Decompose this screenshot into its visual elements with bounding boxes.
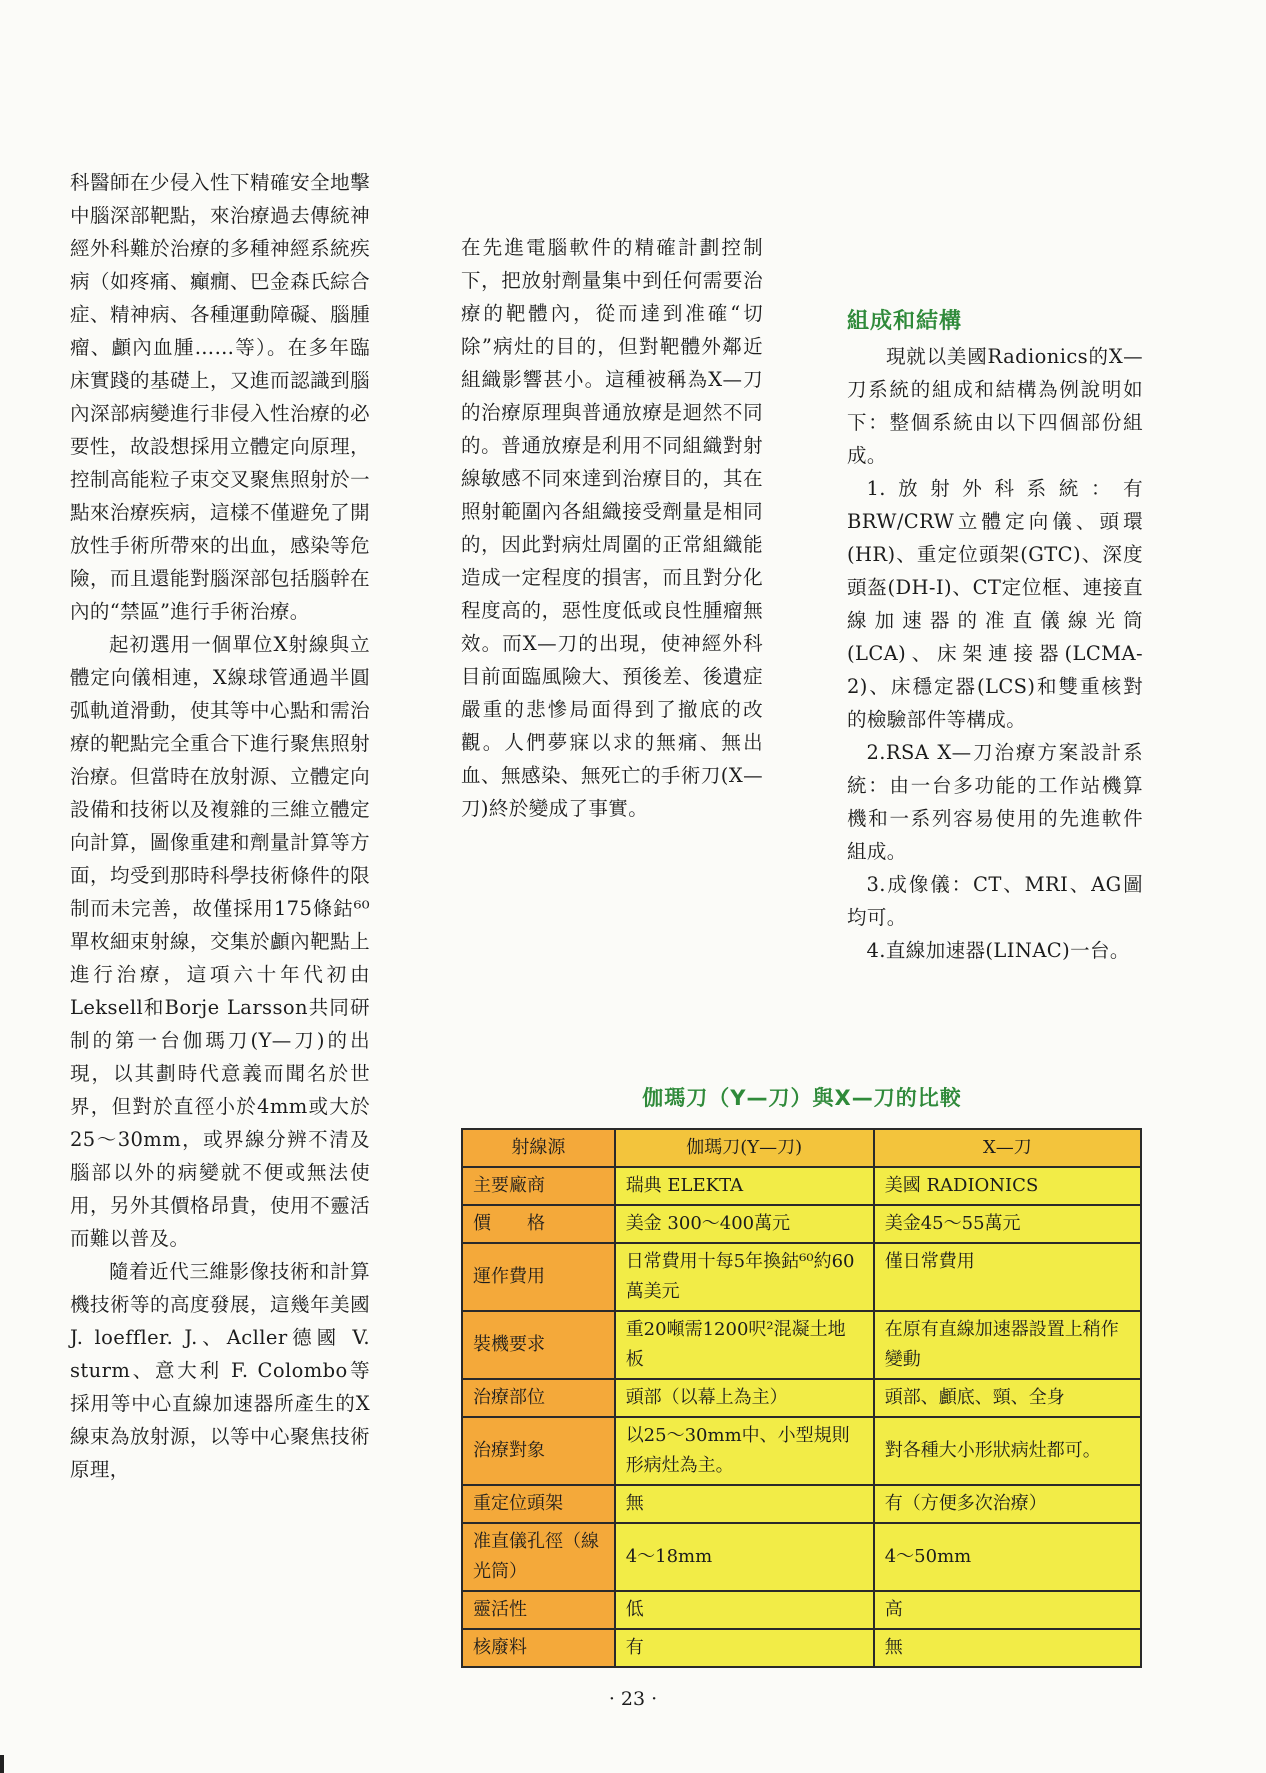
- list-item: 2.RSA X—刀治療方案設計系統：由一台多功能的工作站機算機和一系列容易使用的先進軟件組成。: [847, 741, 1143, 863]
- table-row: [462, 1167, 1141, 1205]
- text-column-3: [847, 302, 1143, 967]
- table-row: [462, 1417, 1141, 1485]
- x-value: 無: [874, 1629, 1141, 1667]
- table-title: 伽瑪刀（Υ—刀）與X—刀的比較: [642, 1086, 962, 1110]
- table-row: [462, 1523, 1141, 1591]
- table-row: [462, 1629, 1141, 1667]
- table-row: [462, 1205, 1141, 1243]
- x-value: 高: [874, 1591, 1141, 1629]
- comparison-table: [461, 1128, 1142, 1668]
- x-value: 美國 RADIONICS: [874, 1167, 1141, 1205]
- x-value: 頭部、顱底、頸、全身: [874, 1379, 1141, 1417]
- row-label: 核廢料: [462, 1629, 615, 1667]
- row-label: 價 格: [462, 1205, 615, 1243]
- paragraph: 起初選用一個單位X射線與立體定向儀相連，X線球管通過半圓弧軌道滑動，使其等中心點和需治療的靶點完全重合下進行聚焦照射治療。但當時在放射源、立體定向設備和技術以及複雜的三維立體定向計算，圖像重建和劑量計算等方面，均受到那時科學技術條件的限制而未完善，故僅採用175條鈷⁶⁰單枚細束射線，交集於顱內靶點上進行治療，這項六十年代初由Leksell和Borje Larsson共同研制的第一台伽瑪刀(Υ—刀)的出現，以其劃時代意義而聞名於世界，但對於直徑小於4mm或大於25～30mm，或界線分辨不清及腦部以外的病變就不便或無法使用，另外其價格昂貴，使用不靈活而難以普及。: [70, 633, 370, 1250]
- gamma-value: 美金 300～400萬元: [615, 1205, 874, 1243]
- header-cell: X—刀: [874, 1129, 1141, 1167]
- row-label: 治療對象: [462, 1417, 615, 1485]
- gamma-value: 4～18mm: [615, 1523, 874, 1591]
- row-label: 裝機要求: [462, 1311, 615, 1379]
- paragraph: 隨着近代三維影像技術和計算機技術等的高度發展，這幾年美國 J. loeffler. J.、Acller德國 V. sturm、意大利 F. Colombo等採用等中心直線加速器所產生的X線束為放射源，以等中心聚焦技術原理，: [70, 1260, 370, 1481]
- row-label: 重定位頭架: [462, 1485, 615, 1523]
- scan-edge-mark: [0, 1755, 4, 1773]
- row-label: 運作費用: [462, 1243, 615, 1311]
- list-item: 3.成像儀：CT、MRI、AG圖均可。: [847, 873, 1143, 929]
- gamma-value: 無: [615, 1485, 874, 1523]
- gamma-value: 低: [615, 1591, 874, 1629]
- row-label: 治療部位: [462, 1379, 615, 1417]
- x-value: 美金45～55萬元: [874, 1205, 1141, 1243]
- header-cell: 射線源: [462, 1129, 615, 1167]
- x-value: 僅日常費用: [874, 1243, 1141, 1311]
- list-item: 1.放射外科系統：有BRW/CRW立體定向儀、頭環(HR)、重定位頭架(GTC)、深度頭盔(DH-I)、CT定位框、連接直線加速器的准直儀線光筒(LCA)、床架連接器(LCMA-2)、床穩定器(LCS)和雙重核對的檢驗部件等構成。: [847, 477, 1143, 731]
- row-label: 靈活性: [462, 1591, 615, 1629]
- table-row: [462, 1591, 1141, 1629]
- row-label: 主要廠商: [462, 1167, 615, 1205]
- gamma-value: 重20噸需1200呎²混凝土地板: [615, 1311, 874, 1379]
- table-row: [462, 1485, 1141, 1523]
- paragraph: 在先進電腦軟件的精確計劃控制下，把放射劑量集中到任何需要治療的靶體內，從而達到准確“切除”病灶的目的，但對靶體外鄰近組織影響甚小。這種被稱為X—刀的治療原理與普通放療是迴然不同的。普通放療是利用不同組織對射線敏感不同來達到治療目的，其在照射範圍內各組織接受劑量是相同的，因此對病灶周圍的正常組織能造成一定程度的損害，而且對分化程度高的，惡性度低或良性腫瘤無效。而X—刀的出現，使神經外科目前面臨風險大、預後差、後遺症嚴重的悲慘局面得到了撤底的改觀。人們夢寐以求的無痛、無出血、無感染、無死亡的手術刀(X—刀)終於變成了事實。: [461, 236, 763, 820]
- header-cell: 伽瑪刀(Υ—刀): [615, 1129, 874, 1167]
- x-value: 有（方便多次治療）: [874, 1485, 1141, 1523]
- row-label: 准直儀孔徑（線光筒）: [462, 1523, 615, 1591]
- page-number: · 23 ·: [608, 1688, 658, 1710]
- gamma-value: 以25～30mm中、小型規則形病灶為主。: [615, 1417, 874, 1485]
- table-row: [462, 1311, 1141, 1379]
- paragraph: 現就以美國Radionics的X—刀系統的組成和結構為例說明如下：整個系統由以下四個部份組成。: [847, 345, 1143, 467]
- text-column-1: [70, 166, 370, 1486]
- gamma-value: 頭部（以幕上為主）: [615, 1379, 874, 1417]
- gamma-value: 瑞典 ELEKTA: [615, 1167, 874, 1205]
- list-item: 4.直線加速器(LINAC)一台。: [866, 939, 1130, 962]
- x-value: 在原有直線加速器設置上稍作變動: [874, 1311, 1141, 1379]
- section-heading: 組成和結構: [847, 309, 963, 334]
- text-column-2: [461, 231, 763, 825]
- gamma-value: 日常費用十每5年換鈷⁶⁰約60萬美元: [615, 1243, 874, 1311]
- table-row: [462, 1243, 1141, 1311]
- table-row: [462, 1379, 1141, 1417]
- gamma-value: 有: [615, 1629, 874, 1667]
- x-value: 4～50mm: [874, 1523, 1141, 1591]
- paragraph: 科醫師在少侵入性下精確安全地擊中腦深部靶點，來治療過去傳統神經外科難於治療的多種神經系統疾病（如疼痛、癲癇、巴金森氏綜合症、精神病、各種運動障礙、腦腫瘤、顱內血腫……等）。在多年臨床實踐的基礎上，又進而認識到腦內深部病變進行非侵入性治療的必要性，故設想採用立體定向原理，控制高能粒子束交叉聚焦照射於一點來治療疾病，這樣不僅避免了開放性手術所帶來的出血，感染等危險，而且還能對腦深部包括腦幹在內的“禁區”進行手術治療。: [70, 171, 370, 623]
- x-value: 對各種大小形狀病灶都可。: [874, 1417, 1141, 1485]
- table-header-row: [462, 1129, 1141, 1167]
